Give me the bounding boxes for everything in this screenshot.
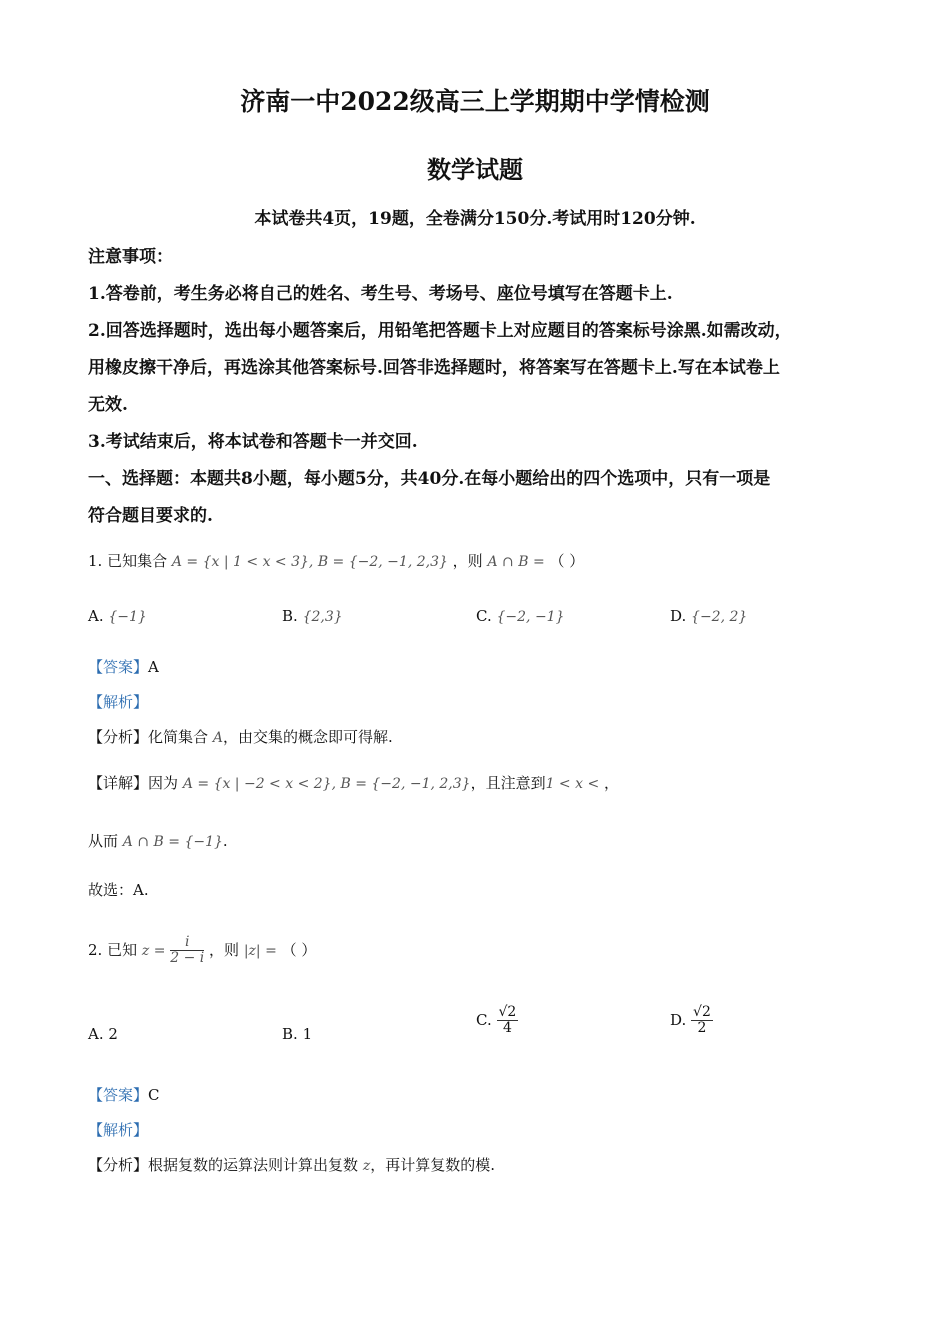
question-2-z-left: z =: [141, 942, 166, 959]
q1-option-a-value: {−1}: [108, 609, 147, 625]
q1-option-d-label: D.: [670, 607, 687, 625]
note-item-3: 3.考试结束后，将本试卷和答题卡一并交回.: [88, 432, 418, 452]
q1-conclusion: [88, 830, 878, 851]
note-item-2-line-3: 无效.: [88, 395, 128, 415]
question-1: [88, 550, 878, 571]
note-item-2-line-2: 用橡皮擦干净后，再选涂其他答案标号.回答非选择题时，将答案写在答题卡上.写在本试卷上: [88, 358, 780, 378]
q1-option-b-value: {2,3}: [302, 609, 343, 625]
q1-option-b-label: B.: [282, 607, 298, 625]
q2-option-b: [282, 1025, 312, 1043]
q1-option-d-value: {−2, 2}: [691, 609, 748, 625]
question-2-abs-expr: |z| =: [243, 942, 277, 959]
question-2-suffix: ，则: [209, 940, 240, 959]
q1-xiangjie-expr: A = {x | −2 < x < 2}, B = {−2, −1, 2,3}: [182, 776, 471, 792]
note-item-2-line-1: 2.回答选择题时，选出每小题答案后，用铅笔把答题卡上对应题目的答案标号涂黑.如需改动，: [88, 321, 792, 341]
q1-select: 故选：A.: [88, 881, 149, 899]
q1-fenxi-var: A: [212, 730, 223, 746]
q1-option-b: [282, 607, 343, 625]
q2-option-c-numerator: √2: [498, 1004, 517, 1020]
page-title: 济南一中2022级高三上学期期中学情检测: [240, 87, 710, 116]
q1-answer-tag: 【答案】: [88, 658, 149, 676]
q1-fenxi-prefix: 化简集合: [148, 728, 209, 746]
q2-option-a-value: 2: [108, 1025, 118, 1043]
question-1-set-expr: A = {x | 1 < x < 3}, B = {−2, −1, 2,3}: [171, 554, 448, 570]
q2-option-d: [670, 1005, 713, 1037]
q2-option-d-label: D.: [670, 1010, 687, 1029]
q1-xiangjie: [88, 772, 878, 793]
q2-option-c-denominator: 4: [502, 1020, 512, 1037]
page-subtitle: 数学试题: [427, 155, 523, 184]
notes-heading: 注意事项：: [88, 247, 173, 267]
q1-fenxi-tag: 【分析】: [88, 728, 149, 746]
q2-fenxi-suffix: ，再计算复数的模.: [370, 1156, 495, 1174]
q2-option-c: [476, 1005, 518, 1037]
question-1-blank: （ ）: [549, 552, 585, 570]
q2-option-a-label: A.: [88, 1025, 104, 1043]
q2-option-a: [88, 1025, 118, 1043]
q1-option-d: [670, 607, 747, 625]
q1-option-c: [476, 607, 565, 625]
q2-fenxi: [88, 1154, 878, 1175]
q1-option-a: [88, 607, 147, 625]
q2-option-c-fraction: [497, 1005, 519, 1037]
q1-analysis-tag: 【解析】: [88, 693, 149, 711]
question-1-intersect-expr: A ∩ B =: [487, 554, 545, 570]
q1-answer: [88, 656, 878, 677]
question-2: [88, 935, 878, 967]
exam-info: 本试卷共4页，19题，全卷满分150分.考试用时120分钟.: [254, 209, 696, 229]
note-item-1: 1.答卷前，考生务必将自己的姓名、考生号、考场号、座位号填写在答题卡上.: [88, 284, 673, 304]
q1-xiangjie-end: ，: [603, 774, 619, 792]
question-2-blank: （ ）: [281, 940, 317, 959]
q1-option-a-label: A.: [88, 607, 104, 625]
q2-answer-tag: 【答案】: [88, 1086, 149, 1104]
q1-xiangjie-tag: 【详解】: [88, 774, 149, 792]
q2-fenxi-var: z: [362, 1158, 371, 1174]
question-1-suffix: ，则: [452, 552, 483, 570]
q2-answer-value: C: [148, 1086, 160, 1104]
q2-option-c-label: C.: [476, 1010, 492, 1029]
question-2-z-numerator: i: [170, 935, 204, 951]
q2-option-d-denominator: 2: [697, 1020, 707, 1037]
section-heading-line-1: 一、选择题：本题共8小题，每小题5分，共40分.在每小题给出的四个选项中，只有一项是: [88, 469, 771, 489]
q2-fenxi-tag: 【分析】: [88, 1156, 149, 1174]
q2-option-d-numerator: √2: [693, 1004, 711, 1020]
q2-option-b-label: B.: [282, 1025, 298, 1043]
question-2-z-fraction: [170, 935, 204, 967]
question-2-z-denominator: 2 − i: [170, 950, 205, 967]
q1-fenxi-suffix: ，由交集的概念即可得解.: [222, 728, 393, 746]
q1-conclusion-prefix: 从而: [88, 832, 119, 850]
section-heading-line-2: 符合题目要求的.: [88, 506, 213, 526]
q2-option-b-value: 1: [302, 1025, 313, 1043]
q2-fenxi-prefix: 根据复数的运算法则计算出复数: [148, 1156, 359, 1174]
q2-analysis-tag: 【解析】: [88, 1121, 149, 1139]
q1-conclusion-expr: A ∩ B = {−1}: [122, 834, 223, 850]
q1-option-c-label: C.: [476, 607, 492, 625]
question-1-prefix: 1. 已知集合: [88, 552, 168, 570]
q1-xiangjie-expr2: 1 < x <: [545, 776, 600, 792]
q1-xiangjie-mid: ，且注意到: [470, 774, 546, 792]
q1-answer-value: A: [148, 658, 159, 676]
q1-xiangjie-prefix: 因为: [148, 774, 179, 792]
question-2-prefix: 2. 已知: [88, 940, 138, 959]
q1-fenxi: [88, 726, 878, 747]
q1-option-c-value: {−2, −1}: [496, 609, 565, 625]
q2-option-d-fraction: [691, 1005, 713, 1037]
q2-answer: [88, 1084, 878, 1105]
q1-conclusion-end: .: [222, 832, 228, 850]
